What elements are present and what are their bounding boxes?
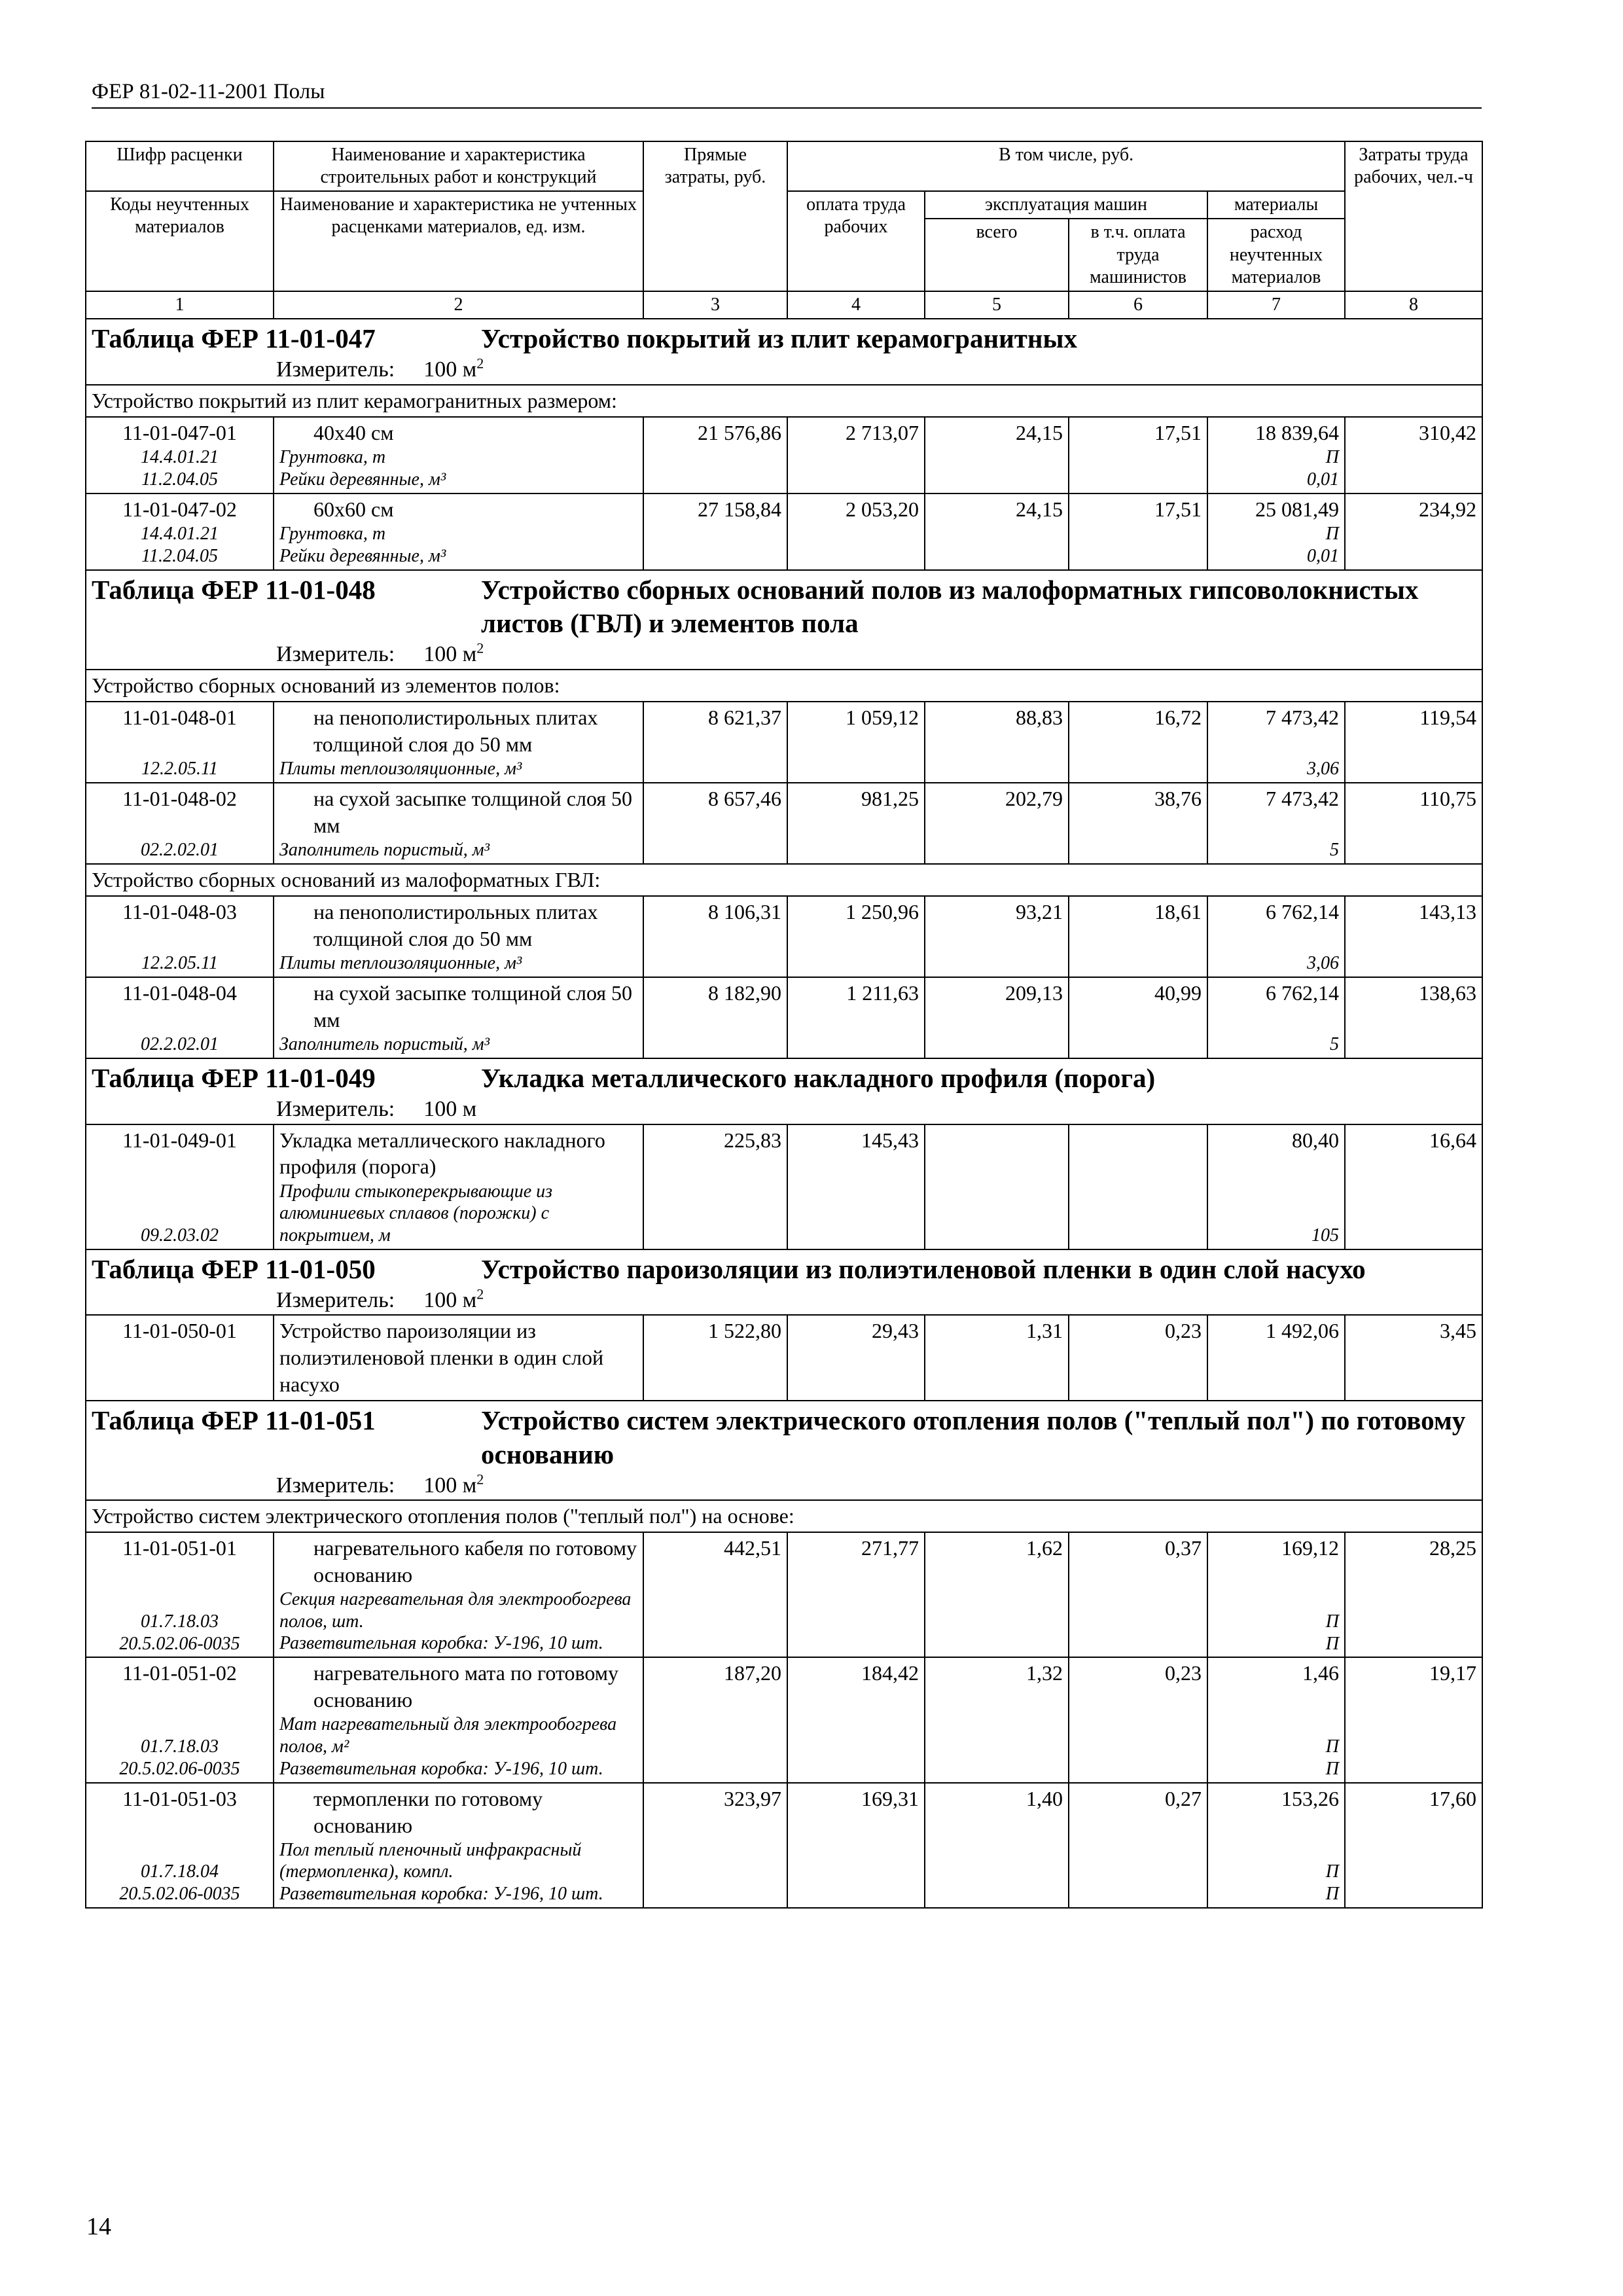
col6-header: в т.ч. оплата труда машинистов [1069, 219, 1207, 291]
rate-code-cell [86, 1124, 274, 1249]
value-c3: 8 182,90 [643, 977, 787, 1058]
value-c6: 0,37 [1069, 1532, 1207, 1657]
material-code: 02.2.02.01 [141, 1034, 219, 1055]
material-code: 20.5.02.06-0035 [119, 1758, 240, 1779]
work-name: на пенополистирольных плитах толщиной слоя до 50 мм [313, 899, 598, 950]
meter-exponent: 2 [476, 1285, 484, 1302]
table-title [86, 1404, 1476, 1471]
table-row [86, 1532, 1482, 1657]
rate-code-cell [86, 896, 274, 977]
table-id: Таблица ФЕР 11-01-048 [92, 574, 376, 605]
value-c4: 1 250,96 [787, 896, 925, 977]
materials-cell [1207, 977, 1345, 1058]
table-row [86, 977, 1482, 1058]
value-c4: 981,25 [787, 783, 925, 864]
materials-cost: 153,26 [1281, 1786, 1340, 1810]
value-c4: 1 211,63 [787, 977, 925, 1058]
table-name: Устройство систем электрического отопления полов ("теплый пол") по готовому основанию [481, 1405, 1466, 1469]
table-title [86, 1062, 1476, 1095]
table-id: Таблица ФЕР 11-01-049 [92, 1062, 376, 1093]
group-title: Устройство покрытий из плит керамогранитных размером: [86, 385, 1482, 417]
value-c8: 138,63 [1345, 977, 1482, 1058]
materials-cell [1207, 493, 1345, 570]
col2-header-bottom: Наименование и характеристика не учтенных расценками материалов, ед. изм. [274, 191, 643, 291]
material-name: Плиты теплоизоляционные, м³ [279, 952, 522, 973]
header-rule [92, 107, 1482, 109]
materials-cost: 7 473,42 [1266, 786, 1340, 810]
running-header: ФЕР 81-02-11-2001 Полы [92, 80, 325, 103]
meter-unit: 100 м [423, 357, 477, 382]
value-c5: 24,15 [925, 417, 1069, 493]
materials-cell [1207, 1657, 1345, 1782]
material-name: Разветвительная коробка: У-196, 10 шт. [279, 1633, 603, 1654]
col-number: 4 [787, 291, 925, 319]
meter-unit: 100 м [423, 642, 477, 667]
meter [86, 355, 1476, 384]
materials-cost: 7 473,42 [1266, 705, 1340, 729]
page-number: 14 [86, 2213, 111, 2240]
group-row [86, 864, 1482, 896]
group-title: Устройство сборных оснований из малоформатных ГВЛ: [86, 864, 1482, 896]
value-c3: 21 576,86 [643, 417, 787, 493]
rate-code: 11-01-048-02 [122, 786, 237, 810]
table-row [86, 1124, 1482, 1249]
material-name: Разветвительная коробка: У-196, 10 шт. [279, 1883, 603, 1904]
group-row [86, 670, 1482, 702]
meter-label: Измеритель: [276, 1473, 395, 1498]
work-name-cell [274, 1315, 643, 1401]
work-name-cell [274, 702, 643, 783]
value-c5: 202,79 [925, 783, 1069, 864]
work-name: Устройство пароизоляции из полиэтиленовой пленки в один слой насухо [279, 1319, 604, 1397]
material-quantity: 5 [1330, 1034, 1340, 1055]
work-name: нагревательного кабеля по готовому основанию [313, 1536, 637, 1587]
table-row [86, 493, 1482, 570]
value-c4: 145,43 [787, 1124, 925, 1249]
work-name-cell [274, 977, 643, 1058]
table-title [86, 1253, 1476, 1286]
value-c6: 18,61 [1069, 896, 1207, 977]
col-number: 2 [274, 291, 643, 319]
rate-code-cell [86, 977, 274, 1058]
value-c5: 1,31 [925, 1315, 1069, 1401]
value-c5: 1,40 [925, 1783, 1069, 1908]
value-c3: 442,51 [643, 1532, 787, 1657]
value-c4: 271,77 [787, 1532, 925, 1657]
rate-code-cell [86, 1783, 274, 1908]
col4-header: оплата труда рабочих [787, 191, 925, 291]
material-name: Мат нагревательный для электрообогрева полов, м² [279, 1714, 617, 1757]
work-name-cell [274, 493, 643, 570]
material-quantity: 3,06 [1307, 953, 1340, 974]
rate-code-cell [86, 1315, 274, 1401]
material-code: 12.2.05.11 [141, 953, 218, 974]
machines-header: эксплуатация машин [925, 191, 1207, 219]
work-name: 40х40 см [313, 420, 394, 444]
value-c6: 0,23 [1069, 1315, 1207, 1401]
work-name-cell [274, 783, 643, 864]
rate-code: 11-01-051-03 [122, 1786, 237, 1810]
material-name: Профили стыкоперекрывающие из алюминиевых сплавов (порожки) с покрытием, м [279, 1181, 553, 1246]
value-c4: 169,31 [787, 1783, 925, 1908]
value-c6: 16,72 [1069, 702, 1207, 783]
material-code: 14.4.01.21 [141, 447, 219, 468]
table-id: Таблица ФЕР 11-01-047 [92, 323, 376, 354]
table-title [86, 573, 1476, 641]
group-title: Устройство сборных оснований из элементов полов: [86, 670, 1482, 702]
materials-cost: 1,46 [1302, 1661, 1340, 1685]
work-name-cell [274, 896, 643, 977]
value-c8: 16,64 [1345, 1124, 1482, 1249]
materials-cost: 80,40 [1292, 1128, 1340, 1152]
material-quantity: П [1325, 1861, 1340, 1882]
material-name: Рейки деревянные, м³ [279, 469, 446, 490]
meter-value [423, 1097, 476, 1121]
value-c3: 8 621,37 [643, 702, 787, 783]
rate-code: 11-01-047-01 [122, 420, 237, 444]
table-title-row [86, 319, 1482, 385]
value-c3: 8 106,31 [643, 896, 787, 977]
table-name: Устройство покрытий из плит керамогранитных [481, 323, 1077, 354]
materials-cell [1207, 896, 1345, 977]
materials-cell [1207, 417, 1345, 493]
rate-code: 11-01-051-02 [122, 1661, 237, 1685]
value-c5 [925, 1124, 1069, 1249]
table-row [86, 1657, 1482, 1782]
table-name: Устройство сборных оснований полов из малоформатных гипсоволокнистых листов (ГВЛ) и элементов пола [481, 574, 1419, 639]
material-name: Грунтовка, т [279, 523, 386, 544]
value-c6: 17,51 [1069, 493, 1207, 570]
material-quantity: 0,01 [1307, 546, 1340, 567]
rate-code-cell [86, 1532, 274, 1657]
value-c3: 1 522,80 [643, 1315, 787, 1401]
col-number: 8 [1345, 291, 1482, 319]
material-code: 20.5.02.06-0035 [119, 1884, 240, 1905]
materials-cell [1207, 1315, 1345, 1401]
materials-cell [1207, 1124, 1345, 1249]
value-c4: 184,42 [787, 1657, 925, 1782]
meter-value [423, 639, 484, 667]
material-quantity: П [1325, 1884, 1340, 1905]
value-c8: 28,25 [1345, 1532, 1482, 1657]
table-row [86, 1315, 1482, 1401]
meter-unit: 100 м [423, 1473, 477, 1498]
materials-cost: 1 492,06 [1266, 1319, 1340, 1343]
meter-label: Измеритель: [276, 1287, 395, 1312]
materials-cell [1207, 1783, 1345, 1908]
col7-header: расход неучтенных материалов [1207, 219, 1345, 291]
meter [86, 1471, 1476, 1500]
meter-label: Измеритель: [276, 642, 395, 667]
material-code: 12.2.05.11 [141, 759, 218, 780]
meter [86, 640, 1476, 669]
value-c8: 119,54 [1345, 702, 1482, 783]
value-c4: 29,43 [787, 1315, 925, 1401]
material-name: Пол теплый пленочный инфракрасный (термопленка), компл. [279, 1839, 582, 1882]
col2-header-top: Наименование и характеристика строительных работ и конструкций [274, 141, 643, 191]
table-title-row [86, 570, 1482, 670]
rate-code-cell [86, 493, 274, 570]
rate-code: 11-01-049-01 [122, 1128, 237, 1152]
rate-code: 11-01-048-04 [122, 980, 237, 1005]
col3-header: Прямые затраты, руб. [643, 141, 787, 291]
materials-cell [1207, 702, 1345, 783]
material-name: Грунтовка, т [279, 446, 386, 467]
col-number: 3 [643, 291, 787, 319]
rate-code: 11-01-048-01 [122, 705, 237, 729]
work-name: термопленки по готовому основанию [313, 1786, 543, 1837]
table-title-row [86, 1058, 1482, 1124]
work-name: на пенополистирольных плитах толщиной слоя до 50 мм [313, 705, 598, 756]
material-code: 11.2.04.05 [141, 546, 218, 567]
materials-cell [1207, 783, 1345, 864]
table-row [86, 896, 1482, 977]
value-c6: 0,23 [1069, 1657, 1207, 1782]
value-c3: 27 158,84 [643, 493, 787, 570]
meter-unit: 100 м [423, 1287, 477, 1312]
material-quantity: П [1325, 1611, 1340, 1632]
material-quantity: 105 [1311, 1225, 1340, 1246]
value-c3: 8 657,46 [643, 783, 787, 864]
rate-code-cell [86, 417, 274, 493]
col1-header-top: Шифр расценки [86, 141, 274, 191]
value-c6: 38,76 [1069, 783, 1207, 864]
value-c4: 1 059,12 [787, 702, 925, 783]
value-c8: 234,92 [1345, 493, 1482, 570]
col8-header: Затраты труда рабочих, чел.-ч [1345, 141, 1482, 291]
value-c5: 209,13 [925, 977, 1069, 1058]
work-name-cell [274, 1532, 643, 1657]
meter-unit: 100 м [423, 1096, 477, 1121]
value-c5: 93,21 [925, 896, 1069, 977]
material-quantity: 5 [1330, 840, 1340, 861]
material-code: 01.7.18.04 [141, 1861, 219, 1882]
material-name: Рейки деревянные, м³ [279, 545, 446, 566]
material-code: 14.4.01.21 [141, 524, 219, 545]
col-number: 5 [925, 291, 1069, 319]
col-number: 6 [1069, 291, 1207, 319]
value-c8: 3,45 [1345, 1315, 1482, 1401]
material-quantity: П [1325, 1736, 1340, 1757]
table-row [86, 1783, 1482, 1908]
value-c3: 323,97 [643, 1783, 787, 1908]
material-code: 20.5.02.06-0035 [119, 1633, 240, 1654]
col5-header: всего [925, 219, 1069, 291]
work-name: Укладка металлического накладного профиля (порога) [279, 1128, 605, 1179]
material-name: Заполнитель пористый, м³ [279, 839, 490, 860]
value-c3: 225,83 [643, 1124, 787, 1249]
table-title [86, 322, 1476, 355]
table-name: Укладка металлического накладного профиля (порога) [481, 1062, 1156, 1093]
meter-label: Измеритель: [276, 1096, 395, 1121]
meter-exponent: 2 [476, 1471, 484, 1488]
material-code: 02.2.02.01 [141, 840, 219, 861]
work-name: нагревательного мата по готовому основанию [313, 1661, 619, 1712]
price-table [85, 141, 1483, 1909]
work-name-cell [274, 1783, 643, 1908]
group-row [86, 1500, 1482, 1532]
value-c6: 0,27 [1069, 1783, 1207, 1908]
material-name: Плиты теплоизоляционные, м³ [279, 758, 522, 779]
group-row [86, 385, 1482, 417]
value-c8: 17,60 [1345, 1783, 1482, 1908]
table-row [86, 702, 1482, 783]
rate-code-cell [86, 702, 274, 783]
table-title-row [86, 1401, 1482, 1500]
value-c6: 40,99 [1069, 977, 1207, 1058]
materials-cost: 25 081,49 [1255, 497, 1340, 521]
col-number: 7 [1207, 291, 1345, 319]
material-quantity: П [1325, 524, 1340, 545]
value-c8: 143,13 [1345, 896, 1482, 977]
value-c5: 1,32 [925, 1657, 1069, 1782]
col-number: 1 [86, 291, 274, 319]
table-id: Таблица ФЕР 11-01-050 [92, 1253, 376, 1284]
value-c8: 310,42 [1345, 417, 1482, 493]
work-name-cell [274, 1124, 643, 1249]
value-c8: 110,75 [1345, 783, 1482, 864]
meter-exponent: 2 [476, 639, 484, 656]
meter-exponent: 2 [476, 355, 484, 372]
value-c5: 88,83 [925, 702, 1069, 783]
rate-code: 11-01-051-01 [122, 1536, 237, 1560]
work-name: 60х60 см [313, 497, 394, 521]
material-quantity: П [1325, 1758, 1340, 1779]
value-c5: 24,15 [925, 493, 1069, 570]
group-title: Устройство систем электрического отопления полов ("теплый пол") на основе: [86, 1500, 1482, 1532]
material-name: Секция нагревательная для электрообогрева полов, шт. [279, 1589, 632, 1632]
group-header: В том числе, руб. [787, 141, 1345, 191]
value-c3: 187,20 [643, 1657, 787, 1782]
material-quantity: 0,01 [1307, 469, 1340, 490]
table-title-row [86, 1249, 1482, 1316]
table-row [86, 417, 1482, 493]
table-id: Таблица ФЕР 11-01-051 [92, 1405, 376, 1436]
col1-header-bottom: Коды неучтенных материалов [86, 191, 274, 291]
work-name: на сухой засыпке толщиной слоя 50 мм [313, 980, 633, 1031]
material-code: 01.7.18.03 [141, 1736, 219, 1757]
meter-value [423, 1285, 484, 1312]
materials-cost: 169,12 [1281, 1536, 1340, 1560]
material-code: 09.2.03.02 [141, 1225, 219, 1246]
work-name-cell [274, 417, 643, 493]
material-code: 01.7.18.03 [141, 1611, 219, 1632]
work-name-cell [274, 1657, 643, 1782]
material-code: 11.2.04.05 [141, 469, 218, 490]
value-c4: 2 053,20 [787, 493, 925, 570]
value-c5: 1,62 [925, 1532, 1069, 1657]
material-quantity: 3,06 [1307, 759, 1340, 780]
meter-value [423, 1473, 484, 1498]
value-c8: 19,17 [1345, 1657, 1482, 1782]
material-quantity: П [1325, 447, 1340, 468]
value-c4: 2 713,07 [787, 417, 925, 493]
value-c6: 17,51 [1069, 417, 1207, 493]
materials-cost: 18 839,64 [1255, 420, 1340, 444]
table-row [86, 783, 1482, 864]
material-name: Разветвительная коробка: У-196, 10 шт. [279, 1758, 603, 1779]
table-name: Устройство пароизоляции из полиэтиленовой пленки в один слой насухо [481, 1253, 1366, 1284]
materials-cost: 6 762,14 [1266, 899, 1340, 924]
materials-cell [1207, 1532, 1345, 1657]
materials-header: материалы [1207, 191, 1345, 219]
rate-code: 11-01-050-01 [122, 1319, 237, 1343]
column-numbers-row [86, 291, 1482, 319]
work-name: на сухой засыпке толщиной слоя 50 мм [313, 786, 633, 837]
material-quantity: П [1325, 1633, 1340, 1654]
meter-label: Измеритель: [276, 357, 395, 382]
value-c6 [1069, 1124, 1207, 1249]
rate-code: 11-01-048-03 [122, 899, 237, 924]
meter [86, 1286, 1476, 1315]
meter-value [423, 357, 484, 382]
rate-code: 11-01-047-02 [122, 497, 237, 521]
rate-code-cell [86, 1657, 274, 1782]
material-name: Заполнитель пористый, м³ [279, 1033, 490, 1054]
materials-cost: 6 762,14 [1266, 980, 1340, 1005]
rate-code-cell [86, 783, 274, 864]
meter [86, 1095, 1476, 1124]
